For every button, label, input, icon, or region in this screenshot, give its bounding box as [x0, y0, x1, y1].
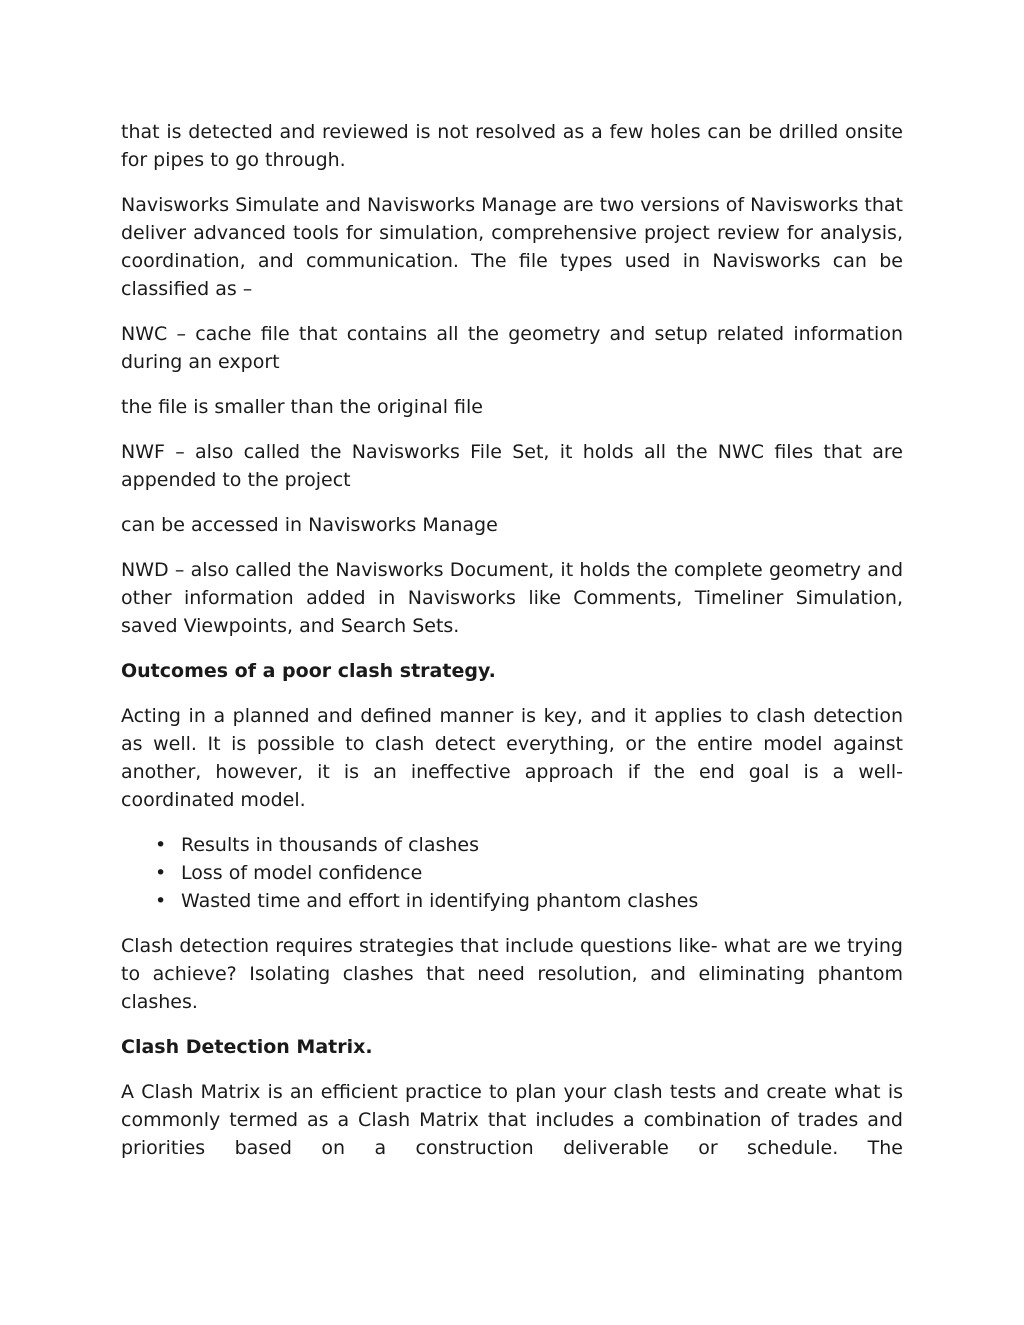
list-item: [121, 831, 903, 859]
paragraph-clash-matrix: A Clash Matrix is an efficient practice to plan your clash tests and create what is commonly termed as a Clash Matrix that includes a combination of trades and priorities based on a construction deliverable or schedule. The: [121, 1081, 903, 1159]
list-item-text: Loss of model confidence: [181, 862, 423, 884]
heading-poor-clash-strategy: Outcomes of a poor clash strategy.: [121, 660, 496, 682]
paragraph-nwc-size: the file is smaller than the original file: [121, 396, 483, 418]
list-item: [121, 887, 903, 915]
paragraph-nwd: NWD – also called the Navisworks Document, it holds the complete geometry and other information added in Navisworks like Comments, Timeliner Simulation, saved Viewpoints, and Search Sets.: [121, 559, 903, 637]
list-item-text: Wasted time and effort in identifying phantom clashes: [181, 890, 699, 912]
outcomes-bullet-list: [121, 831, 903, 915]
list-item: [121, 859, 903, 887]
paragraph-intro-continued: that is detected and reviewed is not resolved as a few holes can be drilled onsite for pipes to go through.: [121, 121, 903, 171]
bullet-icon: •: [155, 834, 167, 856]
paragraph-nwc: NWC – cache file that contains all the geometry and setup related information during an export: [121, 323, 903, 373]
paragraph-nwf: NWF – also called the Navisworks File Set, it holds all the NWC files that are appended to the project: [121, 441, 903, 491]
heading-clash-detection-matrix: Clash Detection Matrix.: [121, 1036, 373, 1058]
list-item-text: Results in thousands of clashes: [181, 834, 479, 856]
bullet-icon: •: [155, 862, 167, 884]
paragraph-navisworks-versions: Navisworks Simulate and Navisworks Manage are two versions of Navisworks that deliver advanced tools for simulation, comprehensive project review for analysis, coordination, and communication. The file types used in Navisworks can be classified as –: [121, 194, 903, 300]
bullet-icon: •: [155, 890, 167, 912]
document-page: [121, 118, 903, 1179]
paragraph-clash-strategies: Clash detection requires strategies that include questions like- what are we trying to achieve? Isolating clashes that need resolution, and eliminating phantom clashes.: [121, 935, 903, 1013]
paragraph-planned-manner: Acting in a planned and defined manner is key, and it applies to clash detection as well. It is possible to clash detect everything, or the entire model against another, however, it is an ineffective approach if the end goal is a well-coordinated model.: [121, 705, 903, 811]
paragraph-nwf-access: can be accessed in Navisworks Manage: [121, 514, 498, 536]
